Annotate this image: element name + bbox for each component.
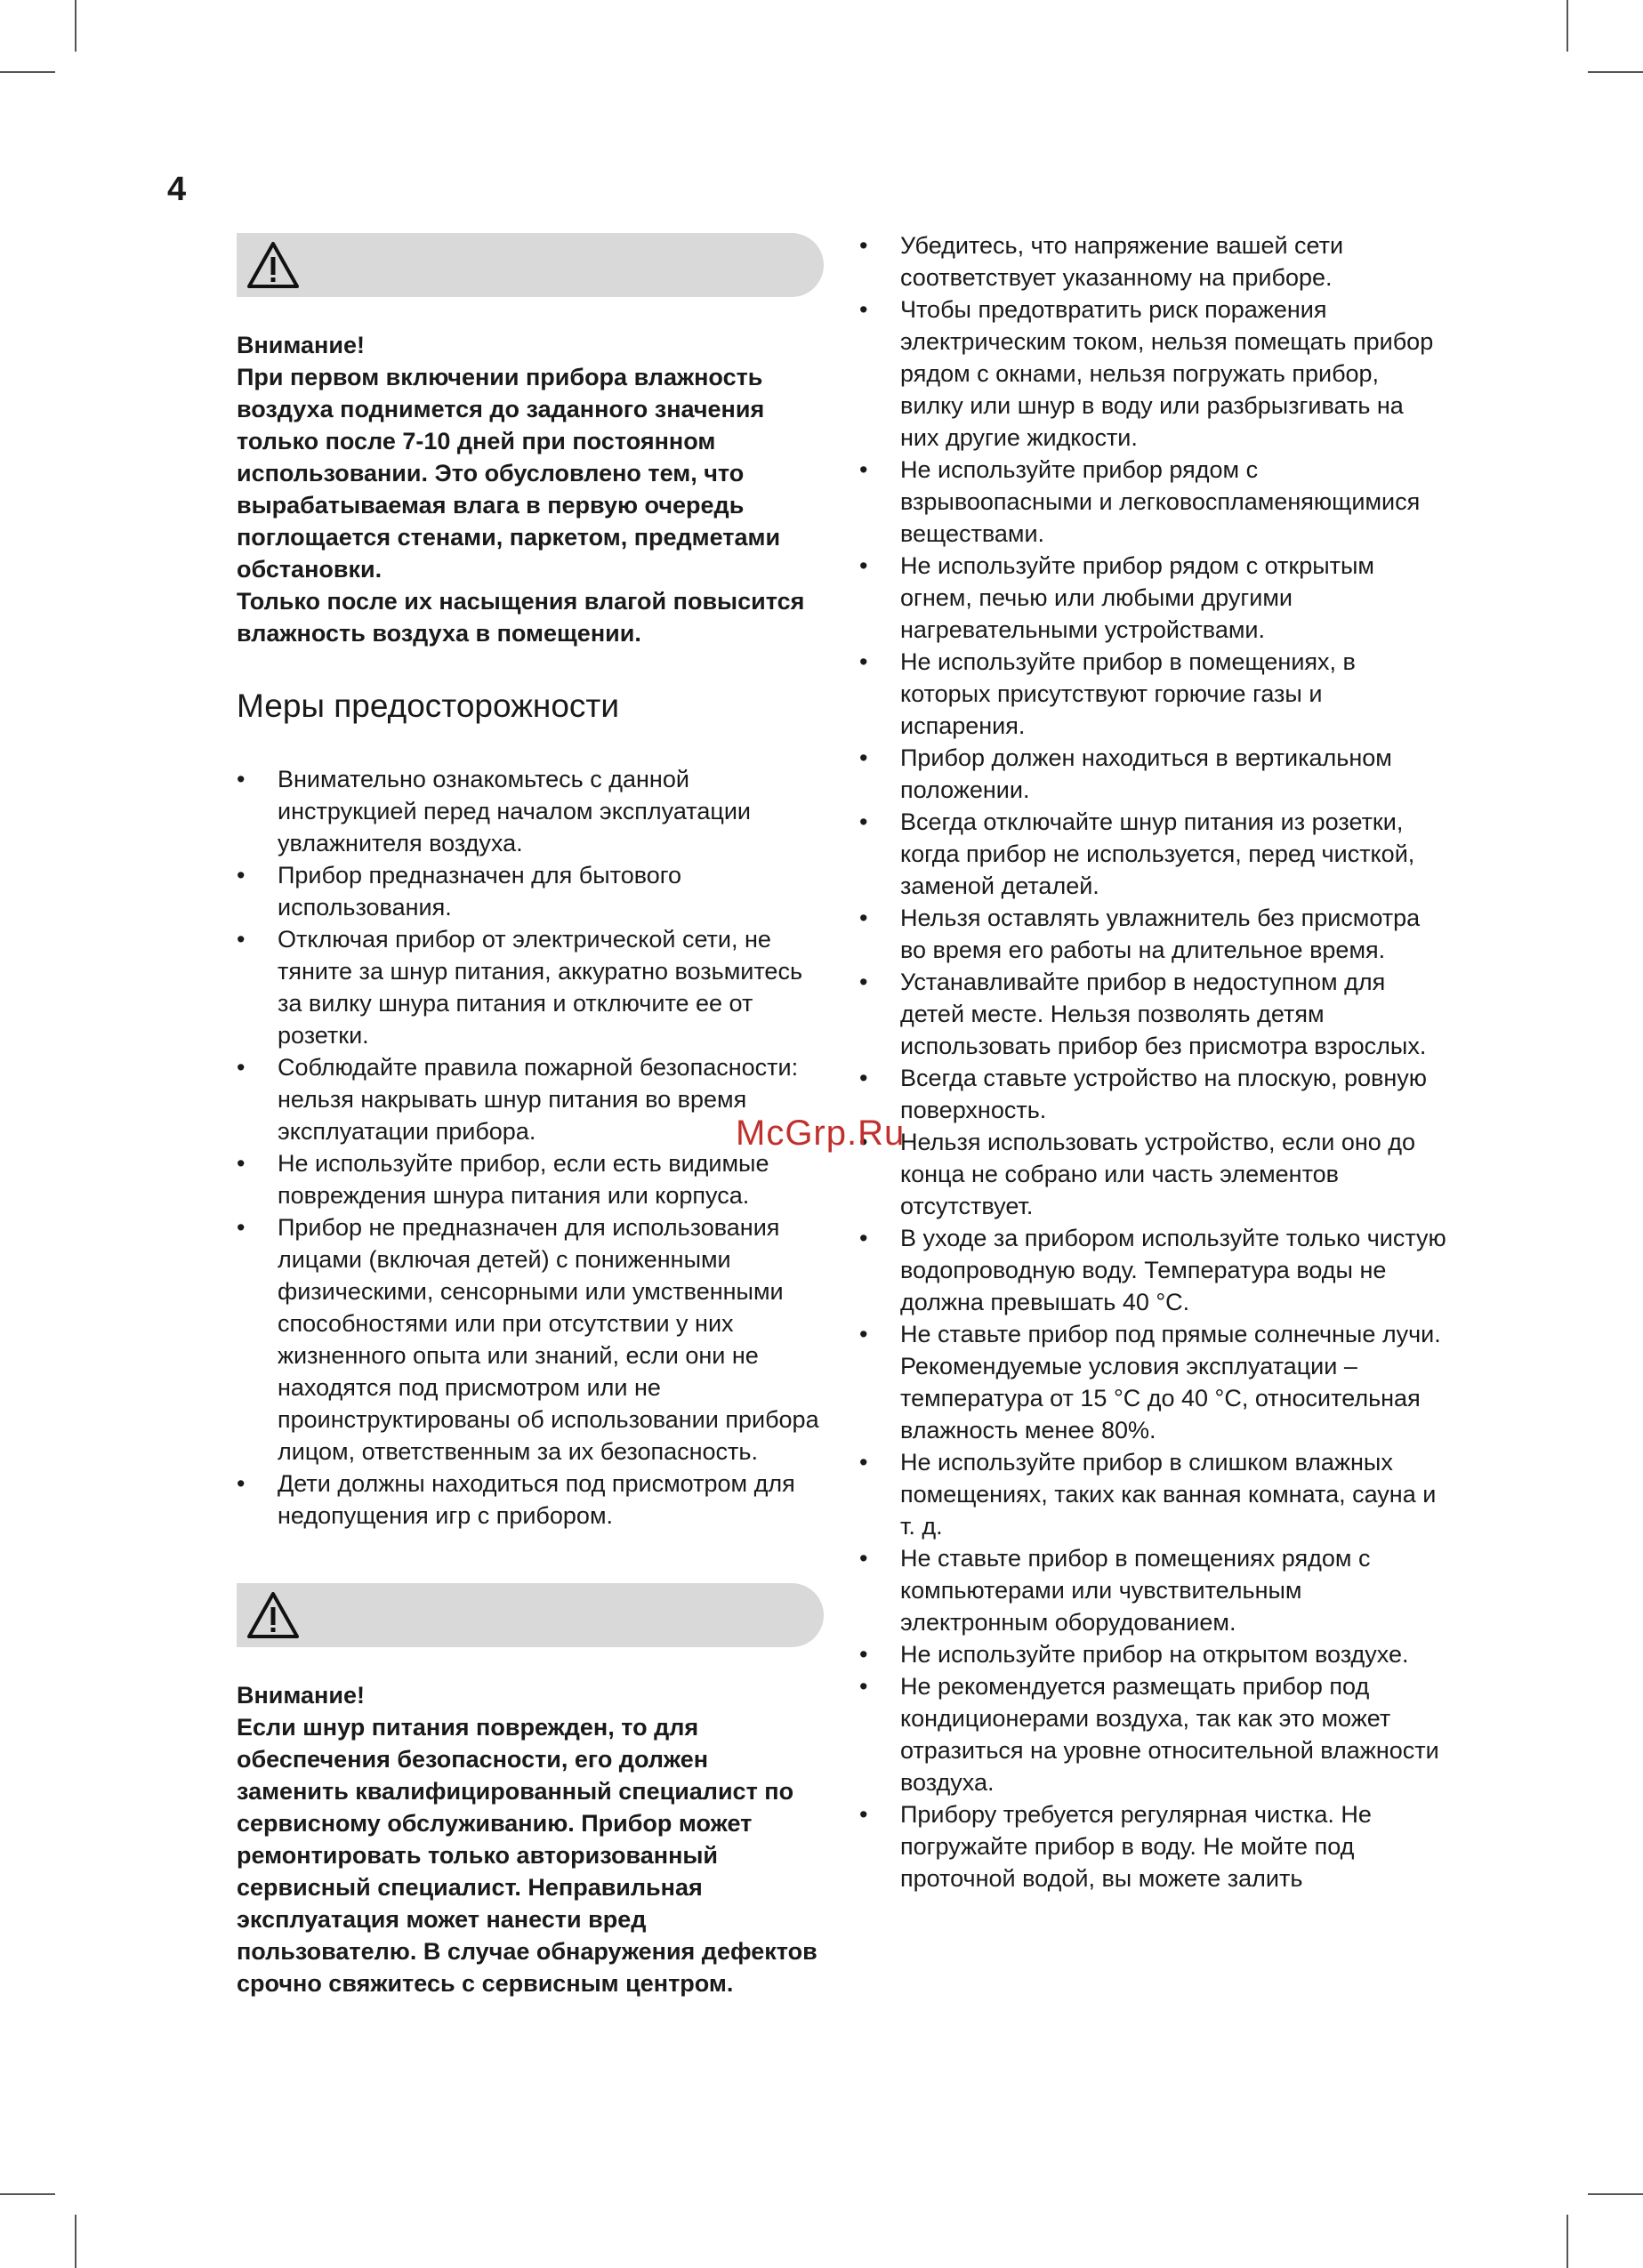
right-column — [859, 229, 1446, 1894]
list-item: • Прибор предназначен для бытового использования. — [237, 859, 824, 923]
list-item: • Соблюдайте правила пожарной безопасности: нельзя накрывать шнур питания во время эксплуатации прибора. — [237, 1051, 824, 1147]
crop-mark — [1566, 2215, 1568, 2268]
list-item: • Всегда отключайте шнур питания из розетки, когда прибор не используется, перед чисткой, заменой деталей. — [859, 806, 1446, 902]
list-item: • Прибор не предназначен для использования лицами (включая детей) с пониженными физическими, сенсорными или умственными способностями или при отсутствии у них жизненного опыта или знаний, если они не находятся под присмотром или не проинструктированы об использовании прибора лицом, ответственным за их безопасность. — [237, 1211, 824, 1468]
list-item: • Всегда ставьте устройство на плоскую, ровную поверхность. — [859, 1062, 1446, 1126]
crop-mark — [0, 2193, 55, 2195]
crop-mark — [1588, 71, 1643, 73]
watermark: McGrp.Ru — [736, 1114, 906, 1153]
list-item: • Нельзя использовать устройство, если оно до конца не собрано или часть элементов отсутствует. — [859, 1126, 1446, 1222]
warning-text-1 — [237, 329, 824, 649]
list-item: • В уходе за прибором используйте только чистую водопроводную воду. Температура воды не должна превышать 40 °C. — [859, 1222, 1446, 1318]
right-bullet-list — [859, 229, 1446, 1894]
list-item: • Не ставьте прибор в помещениях рядом с компьютерами или чувствительным электронным оборудованием. — [859, 1542, 1446, 1638]
warning-triangle-icon — [246, 240, 301, 290]
crop-mark — [75, 0, 77, 52]
list-item: • Нельзя оставлять увлажнитель без присмотра во время его работы на длительное время. — [859, 902, 1446, 966]
list-item: • Дети должны находиться под присмотром для недопущения игр с прибором. — [237, 1468, 824, 1532]
warning-bar — [237, 233, 824, 297]
warning-triangle-icon — [246, 1590, 301, 1640]
warning-heading: Внимание! — [237, 1682, 365, 1709]
page-number: 4 — [167, 171, 187, 208]
list-item: • Прибору требуется регулярная чистка. Не погружайте прибор в воду. Не мойте под проточной водой, вы можете залить — [859, 1798, 1446, 1894]
list-item: • Прибор должен находиться в вертикальном положении. — [859, 742, 1446, 806]
warning-paragraph: Только после их насыщения влагой повысится влажность воздуха в помещении. — [237, 588, 805, 647]
list-item: • Не используйте прибор рядом с открытым огнем, печью или любыми другими нагревательными устройствами. — [859, 550, 1446, 646]
list-item: • Убедитесь, что напряжение вашей сети соответствует указанному на приборе. — [859, 229, 1446, 294]
warning-paragraph: При первом включении прибора влажность воздуха поднимется до заданного значения только после 7-10 дней при постоянном использовании. Это обусловлено тем, что вырабатываемая влага в первую очередь поглощается стенами, паркетом, предметами обстановки. — [237, 364, 781, 583]
warning-bar — [237, 1583, 824, 1647]
warning-heading: Внимание! — [237, 332, 365, 358]
list-item: • Отключая прибор от электрической сети, не тяните за шнур питания, аккуратно возьмитесь за вилку шнура питания и отключите ее от розетки. — [237, 923, 824, 1051]
list-item: • Внимательно ознакомьтесь с данной инструкцией перед началом эксплуатации увлажнителя воздуха. — [237, 763, 824, 859]
crop-mark — [1566, 0, 1568, 52]
crop-mark — [1588, 2193, 1643, 2195]
warning-text-2 — [237, 1679, 824, 1999]
list-item: • Не рекомендуется размещать прибор под кондиционерами воздуха, так как это может отразиться на уровне относительной влажности воздуха. — [859, 1670, 1446, 1798]
list-item: • Не используйте прибор на открытом воздухе. — [859, 1638, 1446, 1670]
list-item: • Не используйте прибор в слишком влажных помещениях, таких как ванная комната, сауна и т. д. — [859, 1446, 1446, 1542]
crop-mark — [0, 71, 55, 73]
crop-mark — [75, 2215, 77, 2268]
section-title: Меры предосторожности — [237, 688, 620, 724]
spacer — [237, 1532, 824, 1583]
list-item: • Не используйте прибор, если есть видимые повреждения шнура питания или корпуса. — [237, 1147, 824, 1211]
warning-paragraph: Если шнур питания поврежден, то для обеспечения безопасности, его должен заменить квалифицированный специалист по сервисному обслуживанию. Прибор может ремонтировать только авторизованный сервисный специалист. Неправильная эксплуатация может нанести вред пользователю. В случае обнаружения дефектов срочно свяжитесь с сервисным центром. — [237, 1714, 817, 1997]
list-item: • Не ставьте прибор под прямые солнечные лучи. Рекомендуемые условия эксплуатации – температура от 15 °C до 40 °C, относительная влажность менее 80%. — [859, 1318, 1446, 1446]
list-item: • Устанавливайте прибор в недоступном для детей месте. Нельзя позволять детям использовать прибор без присмотра взрослых. — [859, 966, 1446, 1062]
list-item: • Не используйте прибор рядом с взрывоопасными и легковоспламеняющимися веществами. — [859, 454, 1446, 550]
list-item: • Не используйте прибор в помещениях, в которых присутствуют горючие газы и испарения. — [859, 646, 1446, 742]
list-item: • Чтобы предотвратить риск поражения электрическим током, нельзя помещать прибор рядом с окнами, нельзя погружать прибор, вилку или шнур в воду или разбрызгивать на них другие жидкости. — [859, 294, 1446, 454]
